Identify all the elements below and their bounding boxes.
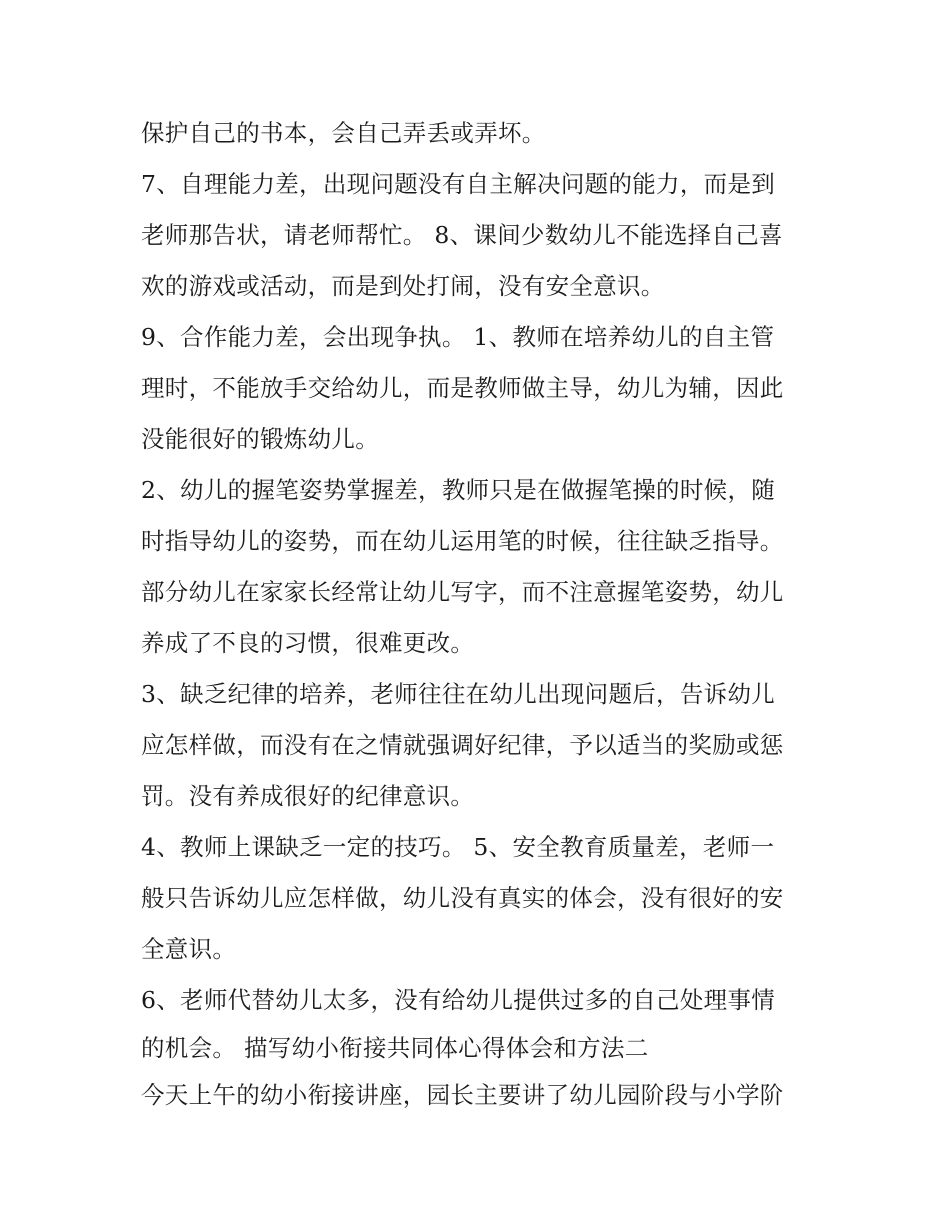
text-line: 4、教师上课缺乏一定的技巧。 5、安全教育质量差，老师一 bbox=[141, 833, 775, 861]
text-line: 9、合作能力差，会出现争执。 1、教师在培养幼儿的自主管 bbox=[141, 323, 775, 351]
text-line: 般只告诉幼儿应怎样做，幼儿没有真实的体会，没有很好的安 bbox=[141, 884, 784, 912]
text-line: 没能很好的锻炼幼儿。 bbox=[141, 425, 379, 453]
text-line: 理时，不能放手交给幼儿，而是教师做主导，幼儿为辅，因此 bbox=[141, 374, 784, 402]
text-line: 部分幼儿在家家长经常让幼儿写字，而不注意握笔姿势，幼儿 bbox=[141, 578, 784, 606]
text-line: 7、自理能力差，出现问题没有自主解决问题的能力，而是到 bbox=[141, 170, 776, 198]
text-line: 3、缺乏纪律的培养，老师往往在幼儿出现问题后，告诉幼儿 bbox=[141, 680, 776, 708]
text-line: 时指导幼儿的姿势，而在幼儿运用笔的时候，往往缺乏指导。 bbox=[141, 527, 784, 555]
document-body bbox=[141, 108, 821, 1121]
text-line: 老师那告状，请老师帮忙。 8、课间少数幼儿不能选择自己喜 bbox=[141, 221, 783, 249]
text-line: 养成了不良的习惯，很难更改。 bbox=[141, 629, 475, 657]
text-line: 的机会。 描写幼小衔接共同体心得体会和方法二 bbox=[141, 1034, 649, 1062]
text-line: 罚。没有养成很好的纪律意识。 bbox=[141, 782, 475, 810]
text-line: 全意识。 bbox=[141, 935, 237, 963]
text-line: 今天上午的幼小衔接讲座，园长主要讲了幼儿园阶段与小学阶 bbox=[141, 1081, 784, 1109]
text-line: 6、老师代替幼儿太多，没有给幼儿提供过多的自己处理事情 bbox=[141, 986, 776, 1014]
text-line: 保护自己的书本，会自己弄丢或弄坏。 bbox=[141, 119, 546, 147]
text-line: 应怎样做，而没有在之情就强调好纪律，予以适当的奖励或惩 bbox=[141, 731, 784, 759]
text-line: 欢的游戏或活动，而是到处打闹，没有安全意识。 bbox=[141, 272, 665, 300]
text-line: 2、幼儿的握笔姿势掌握差，教师只是在做握笔操的时候，随 bbox=[141, 476, 776, 504]
